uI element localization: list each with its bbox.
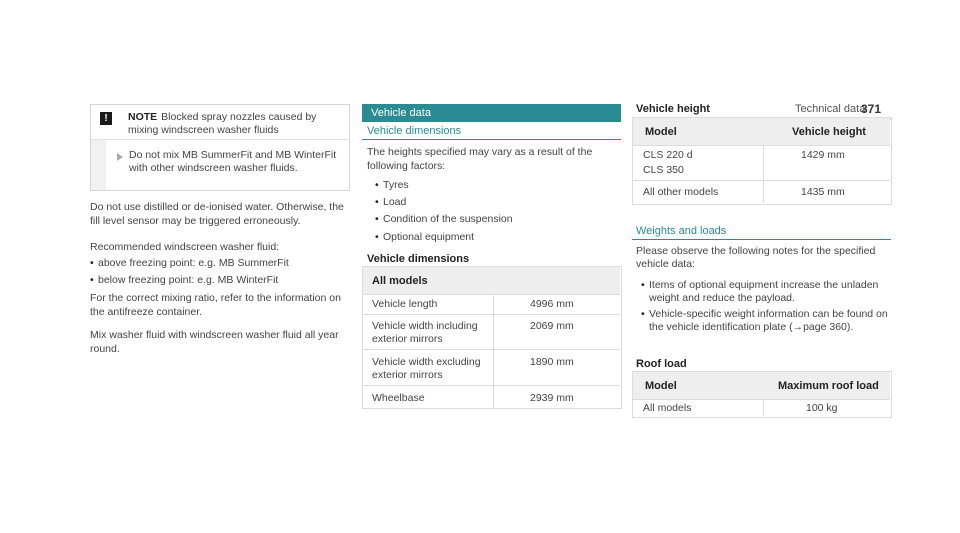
page-number: 371	[861, 102, 882, 116]
factor-item: • Optional equipment	[383, 231, 474, 244]
weights-rule	[632, 239, 891, 240]
header-max-roof-load: Maximum roof load	[778, 380, 879, 392]
table-cell-model: CLS 350	[643, 164, 684, 176]
arrow-right-icon: →	[792, 321, 804, 333]
paragraph-year-round: Mix washer fluid with windscreen washer fluid all year round.	[90, 329, 339, 355]
table-row	[363, 385, 620, 386]
table-row	[633, 180, 890, 181]
play-arrow-icon	[117, 153, 123, 161]
vehicle-height-subhead: Vehicle height	[636, 103, 710, 115]
table-cell-label: Vehicle width including exterior mirrors	[372, 320, 478, 345]
header-all-models: All models	[372, 275, 428, 287]
paragraph-distilled-water: Do not use distilled or de-ionised water. Otherwise, the fill level sensor may be triggered erroneously.	[90, 201, 344, 227]
bullet-above-freezing: • above freezing point: e.g. MB SummerFit	[98, 257, 289, 270]
table-cell-value: 2069 mm	[530, 320, 574, 332]
height-table-header	[633, 118, 890, 145]
table-cell-model: CLS 220 d	[643, 149, 693, 161]
paragraph-mixing-ratio: For the correct mixing ratio, refer to the information on the antifreeze container.	[90, 292, 341, 318]
table-row	[363, 349, 620, 350]
weights-intro: Please observe the following notes for the specified vehicle data:	[636, 245, 876, 270]
note-side-bar	[91, 140, 106, 190]
column-divider	[763, 145, 764, 203]
table-row	[363, 314, 620, 315]
page-reference-link[interactable]: page 360	[803, 321, 847, 333]
dimensions-table-header	[363, 267, 620, 294]
header-model: Model	[645, 380, 677, 392]
table-cell-value: 1890 mm	[530, 356, 574, 368]
note-box	[90, 104, 350, 191]
table-cell-value: 4996 mm	[530, 298, 574, 310]
dimensions-subhead: Vehicle dimensions	[367, 253, 470, 265]
table-cell-label: Vehicle length	[372, 298, 438, 310]
table-cell-label: Vehicle width excluding exterior mirrors	[372, 356, 481, 381]
table-row	[363, 294, 620, 295]
factor-item: • Tyres	[383, 179, 409, 192]
note-text	[128, 111, 338, 137]
table-cell-label: Wheelbase	[372, 392, 425, 404]
factor-item: • Condition of the suspension	[383, 213, 513, 226]
table-cell-value: 1429 mm	[801, 149, 845, 161]
roof-table-header	[633, 372, 890, 399]
vehicle-dimensions-rule	[362, 139, 621, 140]
paragraph-recommended-fluid: Recommended windscreen washer fluid:	[90, 241, 280, 253]
note-body: Do not mix MB SummerFit and MB WinterFit with other windscreen washer fluids.	[129, 149, 337, 174]
weights-title: Weights and loads	[636, 225, 727, 237]
table-cell-value: 100 kg	[806, 402, 838, 414]
table-cell-model: All other models	[643, 186, 719, 198]
header-model: Model	[645, 126, 677, 138]
warning-icon: !	[100, 112, 112, 125]
weights-bullet: • Items of optional equipment increase the unladen weight and reduce the payload.	[649, 279, 892, 305]
vehicle-data-banner	[362, 104, 621, 122]
header-section-title: Technical data	[795, 103, 866, 115]
table-cell-model: All models	[643, 402, 692, 414]
factor-item: • Load	[383, 196, 406, 209]
weights-bullet-text: Vehicle-specific weight information can be found on the vehicle identification plate	[649, 308, 888, 333]
note-label: NOTE	[128, 111, 158, 123]
roof-load-subhead: Roof load	[636, 358, 687, 370]
table-row	[633, 399, 890, 400]
banner-title: Vehicle data	[371, 107, 431, 119]
table-row	[633, 145, 890, 146]
table-cell-value: 2939 mm	[530, 392, 574, 404]
column-divider	[763, 399, 764, 416]
note-divider	[91, 139, 349, 140]
heights-intro: The heights specified may vary as a result of the following factors:	[367, 146, 593, 172]
bullet-below-freezing: • below freezing point: e.g. MB WinterFit	[98, 274, 278, 287]
weights-bullet: • Vehicle-specific weight information can be found on the vehicle identification plate (→page 360).	[649, 308, 892, 334]
table-cell-value: 1435 mm	[801, 186, 845, 198]
column-divider	[493, 294, 494, 408]
header-vehicle-height: Vehicle height	[792, 126, 866, 138]
note-heading: Blocked spray nozzles caused by mixing windscreen washer fluids	[128, 111, 317, 136]
vehicle-dimensions-title: Vehicle dimensions	[367, 125, 462, 137]
